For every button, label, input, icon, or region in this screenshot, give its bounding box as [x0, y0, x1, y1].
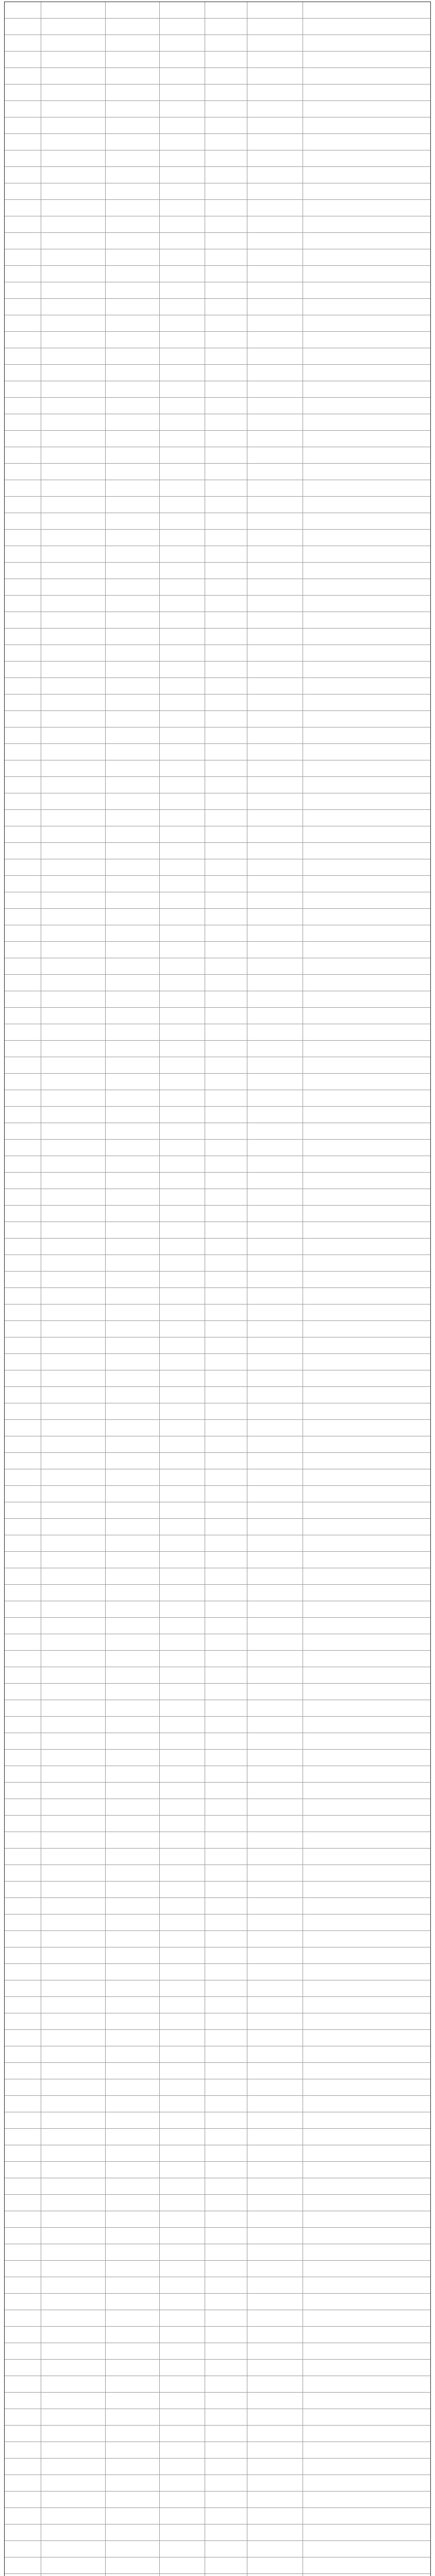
record-table — [4, 2, 431, 2576]
